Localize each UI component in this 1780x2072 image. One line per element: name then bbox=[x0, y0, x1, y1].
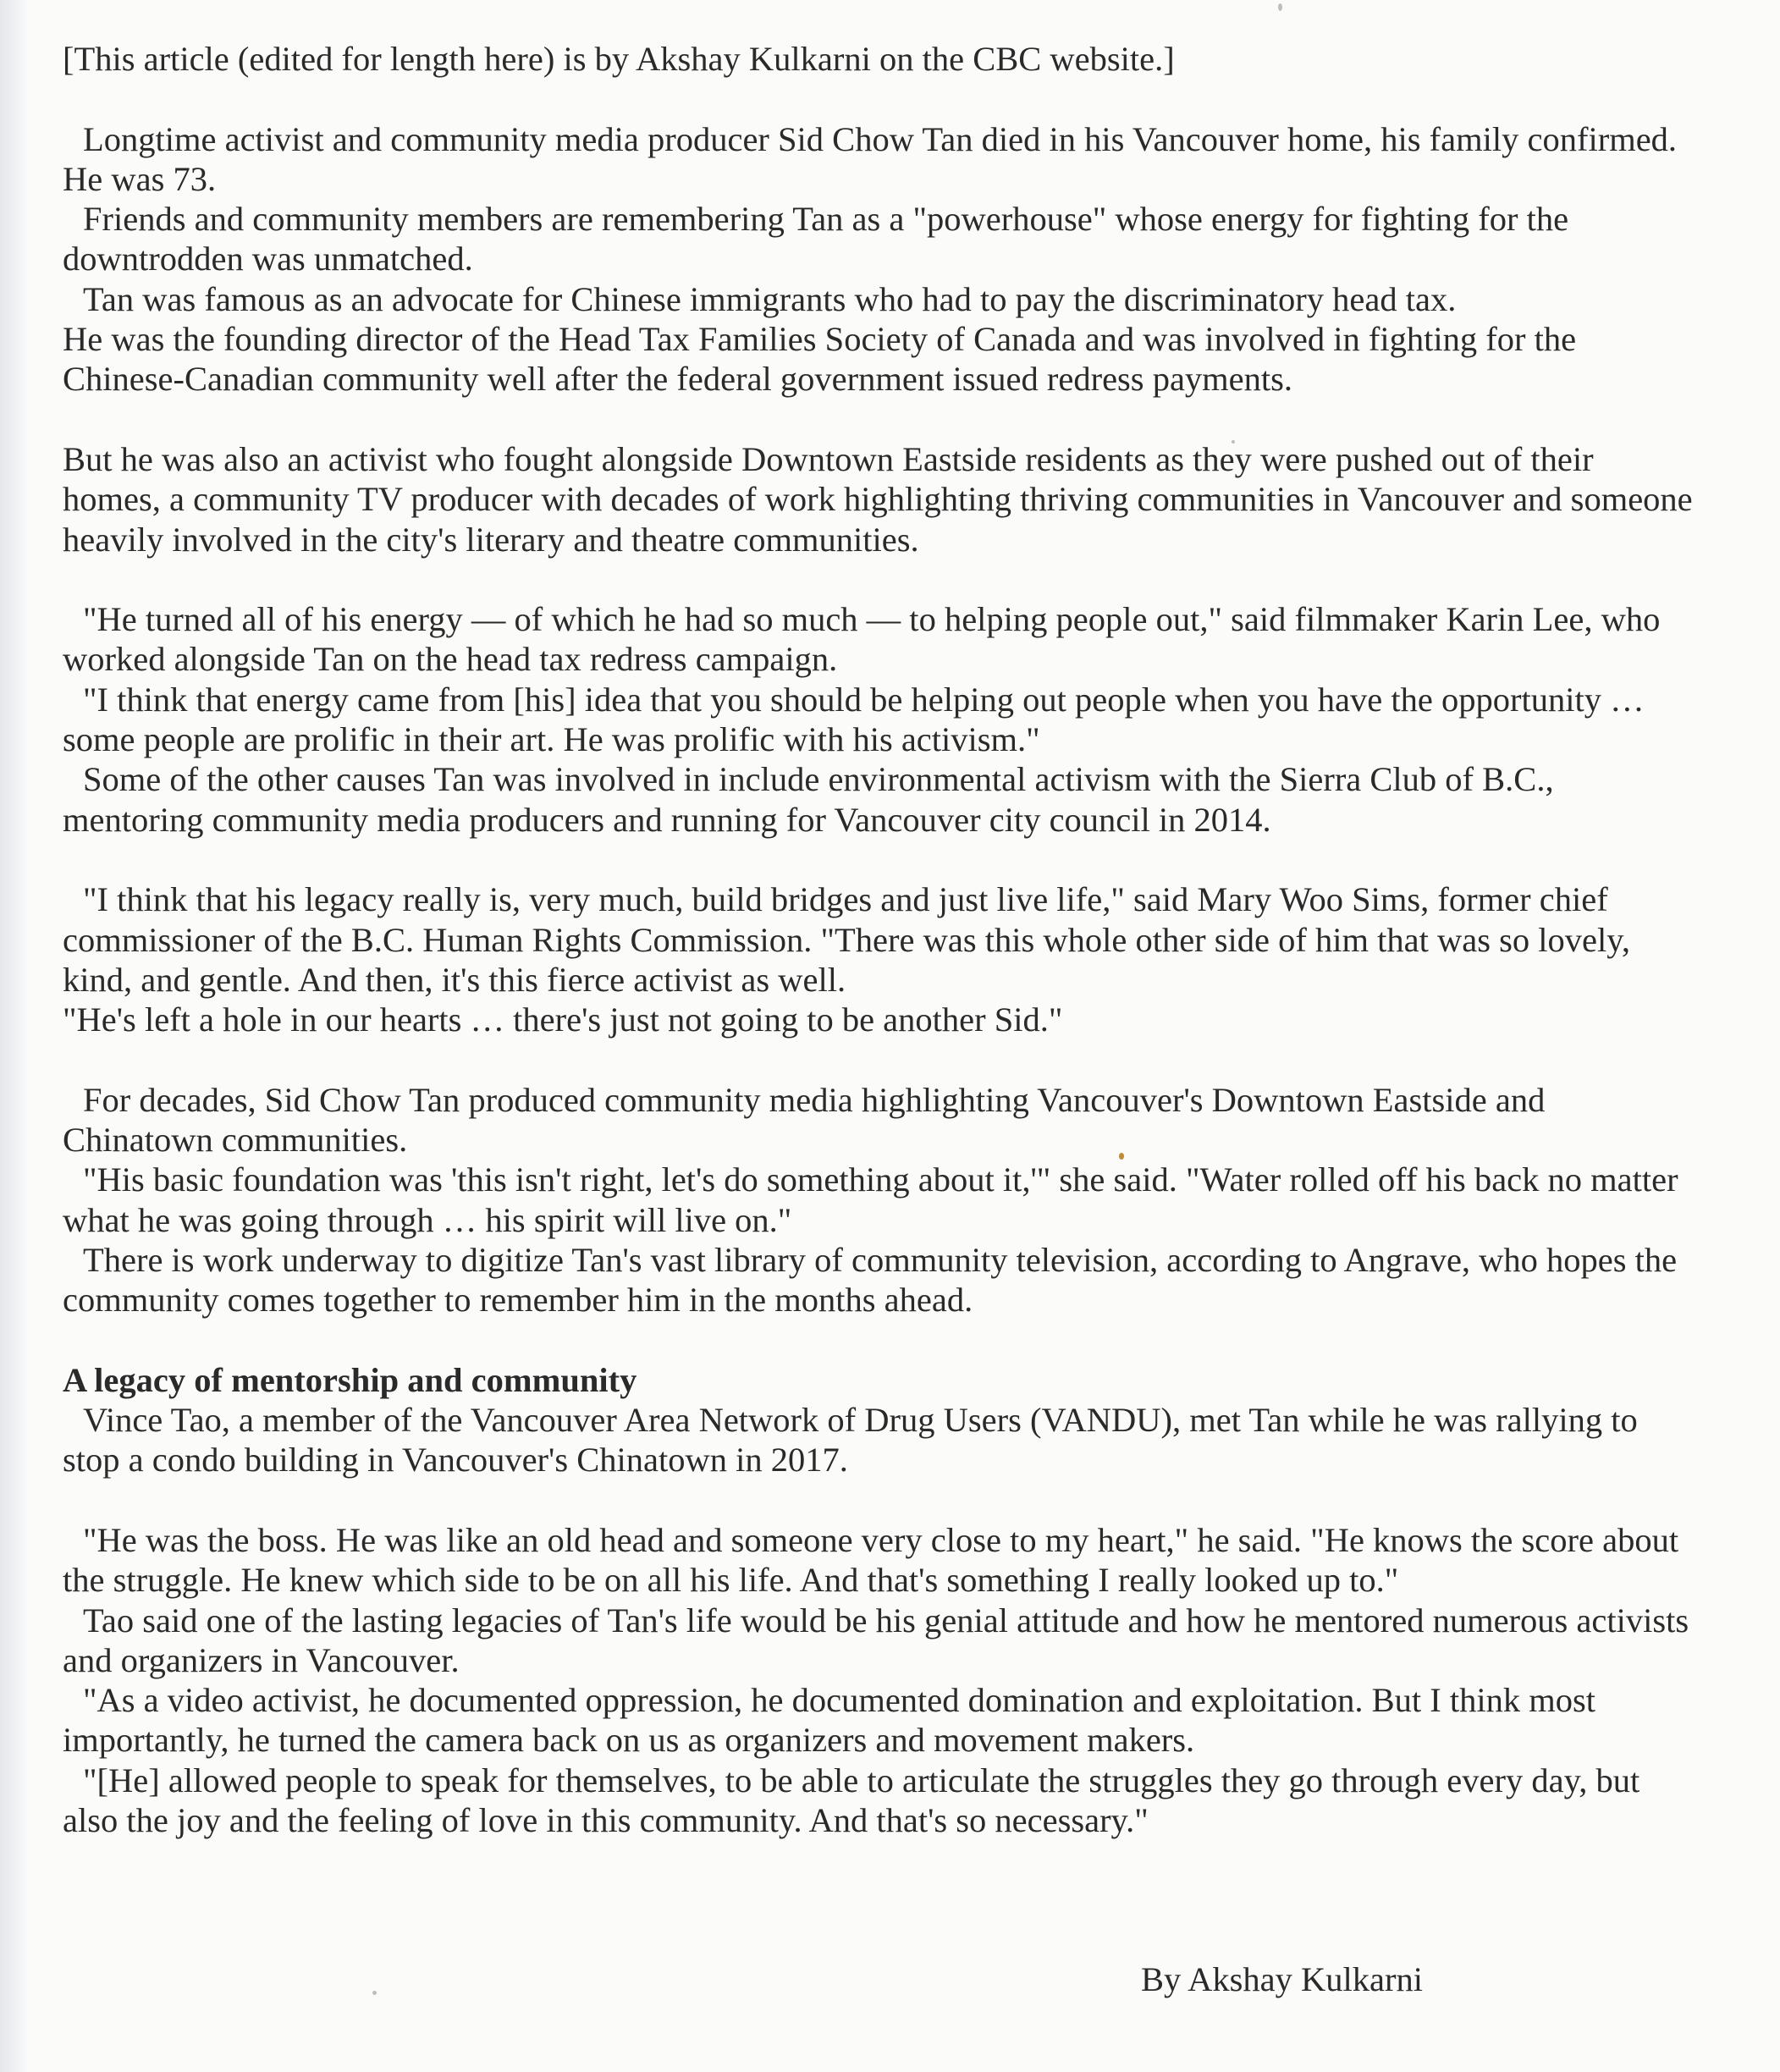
paragraph: Longtime activist and community media producer Sid Chow Tan died in his Vancouver home, his family confirmed. He was 73. bbox=[63, 119, 1678, 198]
scan-speck bbox=[1278, 3, 1282, 11]
paragraph: Some of the other causes Tan was involved in include environmental activism with the Sierra Club of B.C., mentoring community media producers and running for Vancouver city council in 2014. bbox=[63, 760, 1554, 839]
paragraph: "His basic foundation was 'this isn't right, let's do something about it,'" she said. "Water rolled off his back no matter what he was going through … his spirit will live on." bbox=[63, 1160, 1678, 1239]
paragraph: There is work underway to digitize Tan's vast library of community television, according to Angrave, who hopes the community comes together to remember him in the months ahead. bbox=[63, 1240, 1678, 1320]
intro-note: [This article (edited for length here) is by Akshay Kulkarni on the CBC website.] bbox=[63, 40, 1175, 78]
paragraph: "As a video activist, he documented oppression, he documented domination and exploitation. But I think most importantly, he turned the camera back on us as organizers and movement makers. bbox=[63, 1681, 1595, 1760]
article-body bbox=[63, 39, 1696, 1840]
paragraph: "He turned all of his energy — of which he had so much — to helping people out," said filmmaker Karin Lee, who worked alongside Tan on the head tax redress campaign. bbox=[63, 600, 1661, 679]
paragraph: Vince Tao, a member of the Vancouver Area Network of Drug Users (VANDU), met Tan while he was rallying to stop a condo building in Vancouver's Chinatown in 2017. bbox=[63, 1401, 1638, 1480]
paragraph: "I think that his legacy really is, very much, build bridges and just live life," said Mary Woo Sims, former chief commissioner of the B.C. Human Rights Commission. "There was this whole other side of him that was so lovely, kind, and gentle. And then, it's this fierce activist as well. bbox=[63, 880, 1630, 999]
paragraph: "He's left a hole in our hearts … there's just not going to be another Sid." bbox=[63, 1000, 1063, 1039]
paragraph: But he was also an activist who fought alongside Downtown Eastside residents as they were pushed out of their homes, a community TV producer with decades of work highlighting thriving communities in Vancouver and someone heavily involved in the city's literary and theatre communities. bbox=[63, 439, 1693, 559]
paragraph: "I think that energy came from [his] idea that you should be helping out people when you have the opportunity … some people are prolific in their art. He was prolific with his activism." bbox=[63, 680, 1645, 759]
paragraph: Friends and community members are remembering Tan as a "powerhouse" whose energy for fighting for the downtrodden was unmatched. bbox=[63, 200, 1569, 278]
paragraph: "[He] allowed people to speak for themselves, to be able to articulate the struggles they go through every day, but also the joy and the feeling of love in this community. And that's so necessary." bbox=[63, 1761, 1640, 1840]
paragraph: For decades, Sid Chow Tan produced community media highlighting Vancouver's Downtown Eastside and Chinatown communities. bbox=[63, 1080, 1546, 1160]
paragraph: "He was the boss. He was like an old head and someone very close to my heart," he said. "He knows the score about the struggle. He knew which side to be on all his life. And that's something I really looked up to." bbox=[63, 1520, 1679, 1600]
paragraph: He was the founding director of the Head Tax Families Society of Canada and was involved in fighting for the Chinese-Canadian community well after the federal government issued redress payments. bbox=[63, 320, 1577, 399]
section-heading: A legacy of mentorship and community bbox=[63, 1360, 637, 1399]
scan-speck bbox=[372, 1991, 377, 1995]
scan-edge-shadow bbox=[0, 0, 29, 2072]
paragraph: Tan was famous as an advocate for Chinese immigrants who had to pay the discriminatory head tax. bbox=[83, 279, 1457, 318]
paragraph: Tao said one of the lasting legacies of Tan's life would be his genial attitude and how he mentored numerous activists and organizers in Vancouver. bbox=[63, 1601, 1689, 1679]
byline: By Akshay Kulkarni bbox=[1141, 1960, 1423, 1998]
